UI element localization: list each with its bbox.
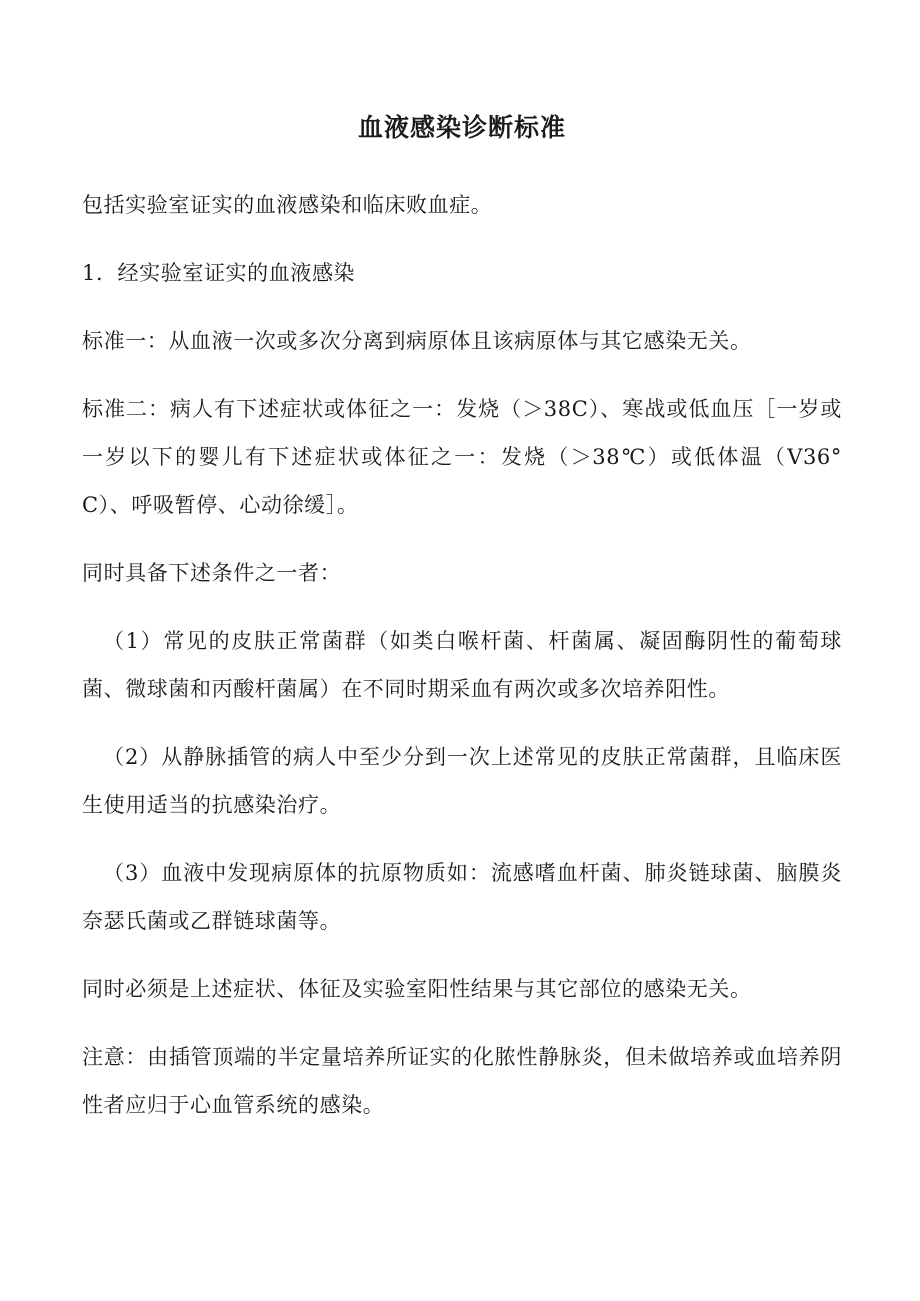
condition-3: （3）血液中发现病原体的抗原物质如：流感嗜血杆菌、肺炎链球菌、脑膜炎奈瑟氏菌或乙群链球菌等。 (82, 861, 842, 933)
condition-2: （2）从静脉插管的病人中至少分到一次上述常见的皮肤正常菌群，且临床医生使用适当的抗感染治疗。 (82, 745, 842, 817)
conditions-intro: 同时具备下述条件之一者： (82, 561, 342, 585)
note-paragraph: 注意：由插管顶端的半定量培养所证实的化脓性静脉炎，但未做培养或血培养阴性者应归于心血管系统的感染。 (82, 1045, 842, 1117)
document-page (82, 108, 842, 1149)
criterion-two: 标准二：病人有下述症状或体征之一：发烧（＞38C）、寒战或低血压［一岁或一岁以下的婴儿有下述症状或体征之一：发烧（＞38℃）或低体温（V36° C）、呼吸暂停、心动徐缓］。 (82, 397, 842, 517)
condition-1: （1）常见的皮肤正常菌群（如类白喉杆菌、杆菌属、凝固酶阴性的葡萄球菌、微球菌和丙酸杆菌属）在不同时期采血有两次或多次培养阳性。 (82, 629, 842, 701)
criterion-one: 标准一：从血液一次或多次分离到病原体且该病原体与其它感染无关。 (82, 329, 752, 353)
requirement-paragraph: 同时必须是上述症状、体征及实验室阳性结果与其它部位的感染无关。 (82, 977, 752, 1001)
document-title: 血液感染诊断标准 (357, 113, 566, 142)
intro-paragraph: 包括实验室证实的血液感染和临床败血症。 (82, 193, 493, 217)
section-heading-1: 1．经实验室证实的血液感染 (82, 261, 356, 285)
